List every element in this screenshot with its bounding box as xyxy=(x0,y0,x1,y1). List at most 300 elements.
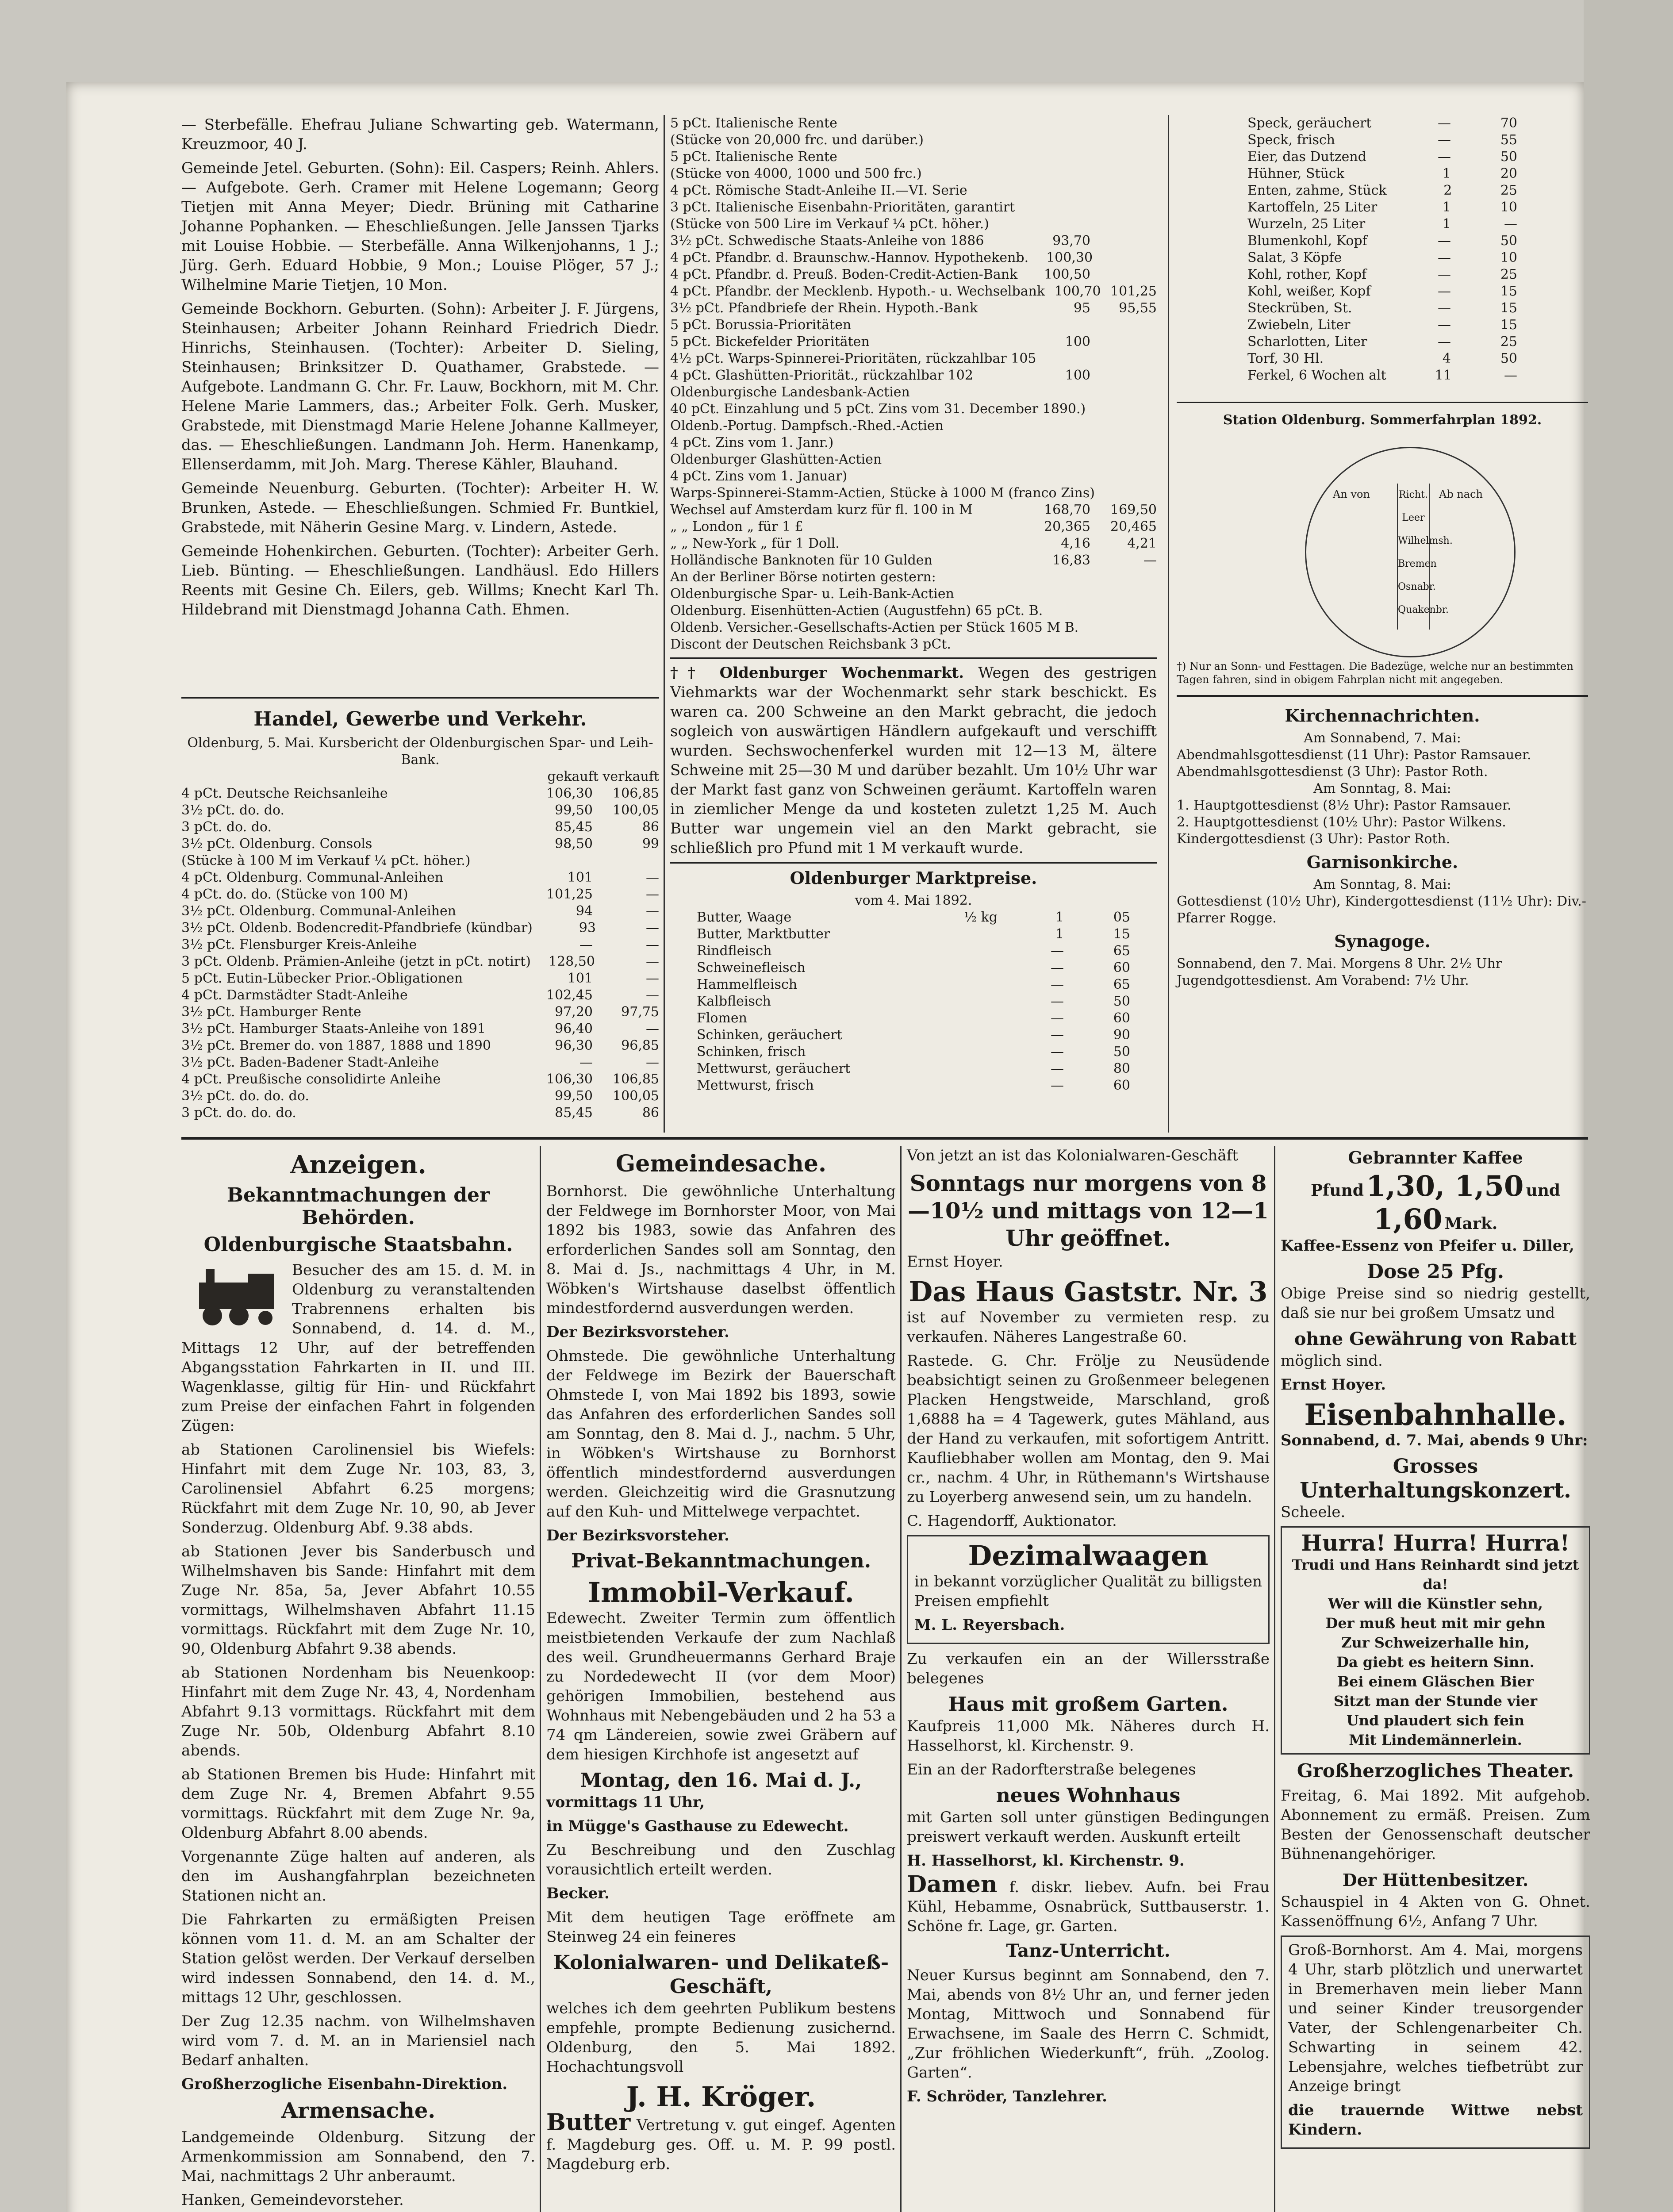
row-value: 86 xyxy=(642,1105,659,1121)
row-label: 3½ pCt. Pfandbriefe der Rhein. Hypoth.-Bank xyxy=(670,300,978,316)
church-title: Kirchennachrichten. xyxy=(1285,706,1480,726)
section-rule xyxy=(1177,695,1588,697)
butter-word: Butter xyxy=(546,2109,631,2136)
synagogue-title: Synagoge. xyxy=(1334,931,1431,951)
row-value: 106,85 xyxy=(613,1071,659,1087)
row xyxy=(181,1071,659,1088)
row-label: Speck, geräuchert xyxy=(1247,115,1372,131)
row-value xyxy=(1090,216,1157,233)
poor-relief-signature: Hanken, Gemeindevorsteher. xyxy=(181,2191,404,2209)
row-label: Schinken, frisch xyxy=(697,1044,806,1060)
row xyxy=(1247,334,1517,350)
row-value xyxy=(1097,350,1157,367)
row-value xyxy=(1024,165,1090,182)
row-value xyxy=(1024,384,1090,401)
row xyxy=(181,1088,659,1105)
row-value: 50 xyxy=(1113,994,1130,1009)
row-value: 169,50 xyxy=(1110,502,1157,518)
column-divider xyxy=(1168,115,1169,1133)
row-value xyxy=(1090,266,1157,283)
row xyxy=(697,943,1130,960)
row-label: 4 pCt. Zins vom 1. Janr.) xyxy=(670,435,834,450)
row-value: 4 xyxy=(1442,351,1451,366)
sunday-hours-signature: Ernst Hoyer. xyxy=(907,1253,1003,1271)
church-line: 1. Hauptgottesdienst (8½ Uhr): Pastor Ramsauer. xyxy=(1177,798,1512,813)
row xyxy=(670,603,1157,619)
row-label: Wechsel auf Amsterdam kurz für fl. 100 in M xyxy=(670,502,973,518)
row-label: Steckrüben, St. xyxy=(1247,300,1352,316)
railway-title: Oldenburgische Staatsbahn. xyxy=(203,1233,513,1256)
trade-subtitle: Oldenburg, 5. Mai. Kursbericht der Oldenburgischen Spar- und Leih-Bank. xyxy=(187,735,653,768)
row-value: 50 xyxy=(1500,351,1517,366)
row xyxy=(181,1004,659,1021)
row-value xyxy=(1095,485,1126,502)
row-label: Hammelfleisch xyxy=(697,977,798,992)
row xyxy=(670,451,1157,468)
row-value xyxy=(1090,468,1157,485)
midwife-ad xyxy=(907,1871,1270,1936)
row-label: 4 pCt. do. do. (Stücke von 100 M) xyxy=(181,887,408,902)
authority-notices-title: Bekanntmachungen der Behörden. xyxy=(226,1184,490,1229)
shop-opening-title: Kolonialwaren- und Delikateß-Geschäft, xyxy=(553,1951,889,1998)
row-label: Enten, zahme, Stück xyxy=(1247,183,1387,198)
row-value xyxy=(1086,401,1121,418)
row-value: — xyxy=(1438,115,1451,131)
row-value xyxy=(1090,586,1157,603)
row-value: 50 xyxy=(1500,233,1517,249)
row-value: 100,30 xyxy=(1046,250,1093,265)
row-label: 3½ pCt. Flensburger Kreis-Anleihe xyxy=(181,937,417,952)
theater-play-text: Schauspiel in 4 Akten von G. Ohnet. Kassenöffnung 6½, Anfang 7 Uhr. xyxy=(1281,1893,1590,1930)
dance-signature: F. Schröder, Tanzlehrer. xyxy=(907,2088,1108,2105)
row xyxy=(670,502,1157,518)
church-line: Am Sonnabend, 7. Mai: xyxy=(1304,730,1461,746)
row-label: Eier, das Dutzend xyxy=(1247,149,1366,165)
community-title: Gemeindesache. xyxy=(615,1150,827,1177)
row-label: Oldenburg. Eisenhütten-Actien (Augustfehn) 65 pCt. B. xyxy=(670,603,1043,618)
row-value: 106,30 xyxy=(546,1071,593,1087)
row xyxy=(670,401,1157,418)
house-garden-title: Haus mit großem Garten. xyxy=(948,1693,1228,1716)
railway-paragraph-6: Die Fahrkarten zu ermäßigten Preisen können vom 11. d. M. an am Schalter der Station gelöst werden. Der Verkauf derselben wird indessen Sonnabend, den 14. d. M., mittags 12 Uhr, geschlossen. xyxy=(181,1911,535,2006)
wheel-direction-5: Quakenbr. xyxy=(1398,604,1449,615)
row xyxy=(670,115,1157,132)
row-value xyxy=(1090,334,1157,350)
row xyxy=(670,619,1157,636)
row-value: 101 xyxy=(567,971,593,986)
row-value: 15 xyxy=(1500,300,1517,316)
row-label: Rindfleisch xyxy=(697,943,772,959)
registry-paragraph-0: — Sterbefälle. Ehefrau Juliane Schwarting geb. Watermann, Kreuzmoor, 40 J. xyxy=(181,116,659,153)
row-value: 100,05 xyxy=(613,803,659,818)
row-label: 5 pCt. Borussia-Prioritäten xyxy=(670,317,852,333)
row-label: Flomen xyxy=(697,1010,747,1026)
events-ads-column xyxy=(1281,1146,1590,2212)
row xyxy=(697,1060,1130,1077)
railway-hall-title: Eisenbahnhalle. xyxy=(1304,1398,1567,1432)
row-value: — xyxy=(1143,553,1157,568)
new-house-intro: Ein an der Radorfterstraße belegenes xyxy=(907,1761,1196,1778)
coffee-pound: Pfund xyxy=(1310,1181,1364,1200)
row xyxy=(1247,317,1517,334)
theater-text: Freitag, 6. Mai 1892. Mit aufgehob. Abonnement zu ermäß. Preisen. Zum Besten der Genossenschaft deutscher Bühnenangehöriger. xyxy=(1281,1787,1590,1863)
row xyxy=(1247,115,1517,132)
row xyxy=(670,233,1157,250)
row xyxy=(670,418,1157,434)
row-value: 60 xyxy=(1113,1010,1130,1026)
butter-text: Vertretung v. gut eingef. Agenten f. Magdeburg ges. Off. u. M. P. 99 postl. Magdeburg erb. xyxy=(546,2116,896,2173)
death-notice-text: Groß-Bornhorst. Am 4. Mai, morgens 4 Uhr, starb plötzlich und unerwartet in Bremerhaven mein lieber Mann und seiner Kinder treusorgender Vater, der Schlengenarbeiter Ch. Schwarting in seinem 42. Lebensjahre, welches tiefbetrübt zur Anzeige bringt xyxy=(1288,1941,1583,2095)
property-sale-note: Zu Beschreibung und den Zuschlag vorausichtlich erteilt werden. xyxy=(546,1841,896,1878)
row-label: Discont der Deutschen Reichsbank 3 pCt. xyxy=(670,637,951,652)
row-value: 1 xyxy=(1055,926,1064,942)
row-value: — xyxy=(646,971,659,986)
row-label: Torf, 30 Hl. xyxy=(1247,351,1324,366)
row-label: Blumenkohl, Kopf xyxy=(1247,233,1367,249)
row xyxy=(181,920,659,937)
coffee-prices xyxy=(1281,1170,1590,1203)
row xyxy=(181,853,659,869)
row xyxy=(181,802,659,819)
row-label: Ferkel, 6 Wochen alt xyxy=(1247,368,1386,383)
row-label: 4 pCt. Pfandbr. d. Preuß. Boden-Credit-Actien-Bank xyxy=(670,267,1018,282)
row-value: 50 xyxy=(1500,149,1517,165)
coffee-price-line-2 xyxy=(1281,1203,1590,1236)
row-value: — xyxy=(1438,317,1451,333)
row-value: — xyxy=(645,954,659,969)
row xyxy=(181,1021,659,1037)
row xyxy=(697,909,1130,926)
death-notice xyxy=(1281,1936,1590,2149)
row-value xyxy=(931,1060,998,1077)
garrison-text: Gottesdienst (10½ Uhr), Kindergottesdienst (11½ Uhr): Div.-Pfarrer Rogge. xyxy=(1177,894,1586,926)
row xyxy=(670,334,1157,350)
locomotive-icon xyxy=(181,1260,288,1331)
row-value xyxy=(1118,619,1157,636)
row-label: (Stücke von 500 Lire im Verkauf ¼ pCt. höher.) xyxy=(670,216,989,232)
row-value: 65 xyxy=(1113,943,1130,959)
row xyxy=(1247,149,1517,165)
row-label: Warps-Spinnerei-Stamm-Actien, Stücke à 1000 M (franco Zins) xyxy=(670,485,1095,501)
poor-relief-title: Armensache. xyxy=(281,2098,436,2123)
row xyxy=(670,586,1157,603)
trade-rows xyxy=(181,785,659,1121)
row xyxy=(181,819,659,836)
row xyxy=(670,636,1157,653)
row-value xyxy=(1090,132,1157,149)
row-value: 96,40 xyxy=(555,1021,593,1037)
wheel-direction-0: Richt. xyxy=(1399,489,1428,500)
registry-paragraph-3: Gemeinde Neuenburg. Geburten. (Tochter): Arbeiter H. W. Brunken, Astede. — Eheschließungen. Schmied Fr. Buntkiel, Grabstede, mit Näherin Gesine Marg. v. Lindern, Astede. xyxy=(181,480,659,536)
row-value: — xyxy=(1051,1078,1064,1093)
row-value: — xyxy=(1438,132,1451,148)
row-label: Schinken, geräuchert xyxy=(697,1027,842,1043)
row xyxy=(181,903,659,920)
row xyxy=(670,552,1157,569)
row-value: 05 xyxy=(1113,910,1130,925)
wheel-directions xyxy=(1397,484,1453,630)
row-value xyxy=(1090,165,1157,182)
row-label: 4 pCt. Römische Stadt-Anleihe II.—VI. Serie xyxy=(670,183,967,198)
business-ads-column xyxy=(907,1146,1270,2212)
verse-line: Zur Schweizerhalle hin, xyxy=(1341,1634,1530,1651)
house-garden-intro: Zu verkaufen ein an der Willersstraße belegenes xyxy=(907,1650,1270,1687)
wheel-direction-1: Leer xyxy=(1402,512,1425,523)
market-prices-date: vom 4. Mai 1892. xyxy=(855,893,972,908)
row-value xyxy=(1024,182,1090,199)
row-value xyxy=(1090,367,1157,384)
row-label: „ „ London „ für 1 £ xyxy=(670,519,803,534)
row-value: 93 xyxy=(579,920,596,936)
row-value xyxy=(1121,401,1157,418)
official-notices-column xyxy=(181,1146,535,2212)
row-value: 106,30 xyxy=(546,786,593,801)
trade-section xyxy=(181,703,659,1133)
row-value: 16,83 xyxy=(1052,553,1090,568)
row-value: 50 xyxy=(1113,1044,1130,1060)
row-value: 99,50 xyxy=(555,1088,593,1104)
row-value xyxy=(1090,182,1157,199)
registry-paragraph-1: Gemeinde Jetel. Geburten. (Sohn): Eil. Caspers; Reinh. Ahlers. — Aufgebote. Gerh. Cramer mit Helene Logemann; Georg Tietjen mit Anna Meyer; Diedr. Brüning mit Catharine Johanne Pophanken. — Eheschließungen. Jelle Janssen Tjarks mit Louise Hobbie. — Sterbefälle. Anna Wilkenjohanns, 1 J.; Jürg. Gerh. Eduard Hobbie, 9 Mon.; Louise Plöger, 57 J.; Wilhelmine Marie Tietjen, 10 Mon. xyxy=(181,159,659,294)
wheel-direction-4: Osnabr. xyxy=(1398,581,1436,592)
row-label: Butter, Marktbutter xyxy=(697,926,830,942)
row-value xyxy=(931,1027,998,1044)
railway-signature: Großherzogliche Eisenbahn-Direktion. xyxy=(181,2075,508,2093)
row-label: Salat, 3 Köpfe xyxy=(1247,250,1342,265)
trade-columns: gekauft verkauft xyxy=(547,769,659,784)
row-value: 100,70 xyxy=(1054,284,1101,299)
row-value: — xyxy=(1051,960,1064,975)
garrison-date: Am Sonntag, 8. Mai: xyxy=(1313,877,1451,892)
row-label: 3 pCt. do. do. xyxy=(181,819,272,835)
row-value xyxy=(1024,451,1090,468)
shop-opening-text: welches ich dem geehrten Publikum bestens empfehle, prompte Bedienung zusichernd. Oldenburg, den 5. Mai 1892. Hochachtungsvoll xyxy=(546,2000,896,2076)
house-garden-text: Kaufpreis 11,000 Mk. Näheres durch H. Hasselhorst, kl. Kirchenstr. 9. xyxy=(907,1717,1270,1755)
wheel-direction-3: Bremen xyxy=(1398,558,1437,569)
row-value: 4,16 xyxy=(1061,536,1090,551)
row-value: — xyxy=(646,987,659,1003)
page-edge xyxy=(1584,0,1673,2212)
row xyxy=(670,132,1157,149)
coffee-possible: möglich sind. xyxy=(1281,1352,1383,1370)
row-value xyxy=(931,1010,998,1027)
row-label: 4 pCt. Glashütten-Priorität., rückzahlbar 102 xyxy=(670,368,973,383)
row-value: 100 xyxy=(1065,334,1090,349)
row-label: Oldenburger Glashütten-Actien xyxy=(670,452,882,467)
verse-line: Bei einem Gläschen Bier xyxy=(1337,1673,1534,1690)
row-label: 5 pCt. Bickefelder Prioritäten xyxy=(670,334,870,349)
row xyxy=(670,182,1157,199)
row-value xyxy=(1093,250,1157,266)
railway-hall-concert: Unterhaltungskonzert. xyxy=(1300,1478,1571,1503)
section-rule xyxy=(670,657,1157,659)
row xyxy=(670,199,1157,216)
row xyxy=(670,468,1157,485)
trade-title: Handel, Gewerbe und Verkehr. xyxy=(253,708,587,730)
row-value: — xyxy=(646,903,659,919)
coffee-price-2: 1,60 xyxy=(1373,1203,1443,1236)
row-value: 102,45 xyxy=(546,987,593,1003)
row-value xyxy=(1126,485,1157,502)
coffee-can: Dose 25 Pfg. xyxy=(1366,1260,1504,1283)
weekly-market xyxy=(670,663,1157,858)
community-ads-column xyxy=(546,1146,896,2212)
row-label: Kalbfleisch xyxy=(697,994,771,1009)
row-label: Oldenburgische Landesbank-Actien xyxy=(670,384,910,400)
scales-ad xyxy=(907,1535,1270,1644)
row-value xyxy=(1024,468,1090,485)
row-label: 4 pCt. Pfandbr. d. Braunschw.-Hannov. Hypothekenb. xyxy=(670,250,1029,265)
row-label: (Stücke à 100 M im Verkauf ¼ pCt. höher.) xyxy=(181,853,471,868)
railway-hall-signature: Scheele. xyxy=(1281,1503,1346,1521)
wheel-departures-label: Ab nach xyxy=(1439,488,1483,500)
church-line: Abendmahlsgottesdienst (3 Uhr): Pastor Roth. xyxy=(1177,764,1488,780)
row-value xyxy=(1090,569,1157,586)
row-value xyxy=(1043,603,1100,619)
weekly-market-text: Wegen des gestrigen Viehmarkts war der Wochenmarkt sehr stark beschickt. Es waren ca. 200 Schweine an den Markt gebracht, die jedoch sogleich von auswärtigen Händlern aufgekauft und verschifft wurden. Sechswochenferkel wurden mit 12—13 M, ältere Schweine mit 25—30 M und darüber bezahlt. Um 10½ Uhr war der Markt fast ganz von Schweinen geräumt. Kartoffeln waren in ziemlicher Menge da und kosteten zuletzt 1,25 M. Auch Butter war ungemein viel an den Markt gebracht, sie schließlich pro Pfund mit 1 M verkauft wurde. xyxy=(670,664,1157,857)
verse-line: Und plaudert sich fein xyxy=(1346,1712,1525,1729)
church-line: Kindergottesdienst (3 Uhr): Pastor Roth. xyxy=(1177,831,1450,847)
scales-text: in bekannt vorzüglicher Qualität zu billigsten Preisen empfiehlt xyxy=(914,1573,1262,1610)
row-label: 4 pCt. Deutsche Reichsanleihe xyxy=(181,786,388,801)
row-label: 40 pCt. Einzahlung und 5 pCt. Zins vom 31. December 1890.) xyxy=(670,401,1086,417)
private-notices-title: Privat-Bekanntmachungen. xyxy=(571,1550,871,1572)
new-house-text: mit Garten soll unter günstigen Bedingungen preiswert verkauft werden. Auskunft erteilt xyxy=(907,1809,1270,1846)
railway-hall-grosses: Grosses xyxy=(1393,1455,1478,1478)
row-value: 94 xyxy=(576,903,593,919)
row xyxy=(697,1010,1130,1027)
section-rule xyxy=(670,862,1157,864)
row-value: — xyxy=(1504,368,1517,383)
row xyxy=(1247,266,1517,283)
row-value: 25 xyxy=(1500,267,1517,282)
railway-paragraph-0: Besucher des am 15. d. M. in Oldenburg zu veranstaltenden Trabrennens erhalten bis Sonnabend, d. 14. d. M., Mittags 12 Uhr, auf der betreffenden Abgangsstation Fahrkarten in II. und III. Wagenklasse, giltig für Hin- und Rückfahrt zum Preise der einfachen Fahrt in folgenden Zügen: xyxy=(181,1261,535,1435)
row-value: 95 xyxy=(1073,300,1090,316)
row xyxy=(670,485,1157,502)
row xyxy=(181,953,659,970)
church-list xyxy=(1177,730,1588,848)
row-value xyxy=(1090,418,1157,434)
row-value: — xyxy=(1051,1061,1064,1076)
row xyxy=(181,1054,659,1071)
row-label: 3½ pCt. Hamburger Staats-Anleihe von 1891 xyxy=(181,1021,486,1037)
coffee-no-discount: ohne Gewährung von Rabatt xyxy=(1294,1329,1577,1349)
row-value: — xyxy=(579,937,593,952)
timetable-footnote: †) Nur an Sonn- und Festtagen. Die Badezüge, welche nur an bestimmten Tagen fahren, sind in obigem Fahrplan nicht mit angegeben. xyxy=(1177,660,1573,686)
row-label: 4 pCt. Oldenburg. Communal-Anleihen xyxy=(181,870,444,885)
row-label: Speck, frisch xyxy=(1247,132,1335,148)
row-value xyxy=(1090,115,1157,132)
row-value: — xyxy=(646,887,659,902)
row-value: 1 xyxy=(1442,200,1451,215)
row-value xyxy=(1024,115,1090,132)
scales-signature: M. L. Reyersbach. xyxy=(914,1616,1065,1634)
row-label: „ „ New-York „ für 1 Doll. xyxy=(670,536,840,551)
verse-line: Wer will die Künstler sehn, xyxy=(1328,1595,1543,1612)
ads-title: Anzeigen. xyxy=(290,1150,426,1179)
timetable-wheel xyxy=(1305,447,1516,657)
row-value xyxy=(1024,434,1090,451)
property-sale-place: in Mügge's Gasthause zu Edewecht. xyxy=(546,1817,849,1835)
row-label: 4 pCt. Darmstädter Stadt-Anleihe xyxy=(181,987,408,1003)
row-label: Scharlotten, Liter xyxy=(1247,334,1367,349)
row xyxy=(697,960,1130,976)
stock-rows xyxy=(670,115,1157,653)
row-label: 5 pCt. Italienische Rente xyxy=(670,149,837,165)
property-sale-title: Immobil-Verkauf. xyxy=(587,1576,855,1609)
row-value xyxy=(1090,636,1157,653)
house-gaststr-title: Das Haus Gaststr. Nr. 3 xyxy=(909,1275,1268,1308)
row-label: 5 pCt. Eutin-Lübecker Prior.-Obligationen xyxy=(181,971,463,986)
row xyxy=(181,987,659,1004)
row-value xyxy=(1100,603,1157,619)
railway-paragraph-1: ab Stationen Carolinensiel bis Wiefels: Hinfahrt mit dem Zuge Nr. 103, 83, 3, Carolinensiel Abfahrt 6.25 morgens; Rückfahrt mit dem Zuge Nr. 10, 90, ab Jever Sonderzug. Oldenburg Abf. 9.38 abds. xyxy=(181,1441,535,1536)
row-value: 101 xyxy=(567,870,593,885)
theater-title: Großherzogliches Theater. xyxy=(1297,1760,1574,1782)
row-value: 55 xyxy=(1500,132,1517,148)
row xyxy=(670,535,1157,552)
row xyxy=(697,1027,1130,1044)
row-label: 3½ pCt. do. do. do. xyxy=(181,1088,309,1104)
row xyxy=(1247,216,1517,233)
shop-opening-intro: Mit dem heutigen Tage eröffnete am Steinweg 24 ein feineres xyxy=(546,1909,896,1946)
row-value: 11 xyxy=(1435,368,1452,383)
row-value: ½ kg xyxy=(964,910,998,925)
sunday-hours-title: Sonntags nur morgens von 8—10½ und mittags von 12—1 Uhr geöffnet. xyxy=(908,1170,1269,1251)
row-value: — xyxy=(1051,1044,1064,1060)
row-value: — xyxy=(645,920,659,936)
row-value xyxy=(1024,149,1090,165)
stock-column xyxy=(670,115,1157,1133)
row-label: 3½ pCt. Oldenburg. Communal-Anleihen xyxy=(181,903,457,919)
row-label: 3½ pCt. Hamburger Rente xyxy=(181,1004,361,1020)
row-value xyxy=(593,853,659,869)
row-value: — xyxy=(1051,1010,1064,1026)
hurra-ad xyxy=(1281,1526,1590,1755)
row-value xyxy=(1024,132,1090,149)
coffee-text: Obige Preise sind so niedrig gestellt, daß sie nur bei großem Umsatz und xyxy=(1281,1285,1590,1322)
row-value xyxy=(1090,434,1157,451)
row-value xyxy=(1024,199,1090,216)
row-label: 5 pCt. Italienische Rente xyxy=(670,115,837,131)
row-value: 80 xyxy=(1113,1061,1130,1076)
row-value: 1 xyxy=(1055,910,1064,925)
row-label: 3½ pCt. Oldenburg. Consols xyxy=(181,836,372,852)
row-value: 85,45 xyxy=(555,1105,593,1121)
coffee-title: Gebrannter Kaffee xyxy=(1348,1148,1523,1167)
row-value xyxy=(931,993,998,1010)
property-sale-signature: Becker. xyxy=(546,1885,610,1902)
bornhorst-signature: Der Bezirksvorsteher. xyxy=(546,1323,729,1341)
row-value: 85,45 xyxy=(555,819,593,835)
railway-paragraph-7: Der Zug 12.35 nachm. von Wilhelmshaven wird vom 7. d. M. an in Mariensiel nach Bedarf anhalten. xyxy=(181,2012,535,2069)
row-label: 3 pCt. do. do. do. xyxy=(181,1105,296,1121)
row-value: 97,20 xyxy=(555,1004,593,1020)
row xyxy=(1247,182,1517,199)
column-divider xyxy=(540,1146,541,2212)
new-house-signature: H. Hasselhorst, kl. Kirchenstr. 9. xyxy=(907,1852,1185,1870)
row-label: Butter, Waage xyxy=(697,910,792,925)
row-value: 1 xyxy=(1442,166,1451,181)
row xyxy=(1247,233,1517,250)
row-label: (Stücke von 4000, 1000 und 500 frc.) xyxy=(670,166,922,181)
row-value: — xyxy=(1438,334,1451,349)
row-label: Wurzeln, 25 Liter xyxy=(1247,216,1366,232)
coffee-price-1: 1,30, 1,50 xyxy=(1366,1170,1524,1203)
row xyxy=(670,317,1157,334)
row-label: An der Berliner Börse notirten gestern: xyxy=(670,569,936,585)
row xyxy=(670,266,1157,283)
